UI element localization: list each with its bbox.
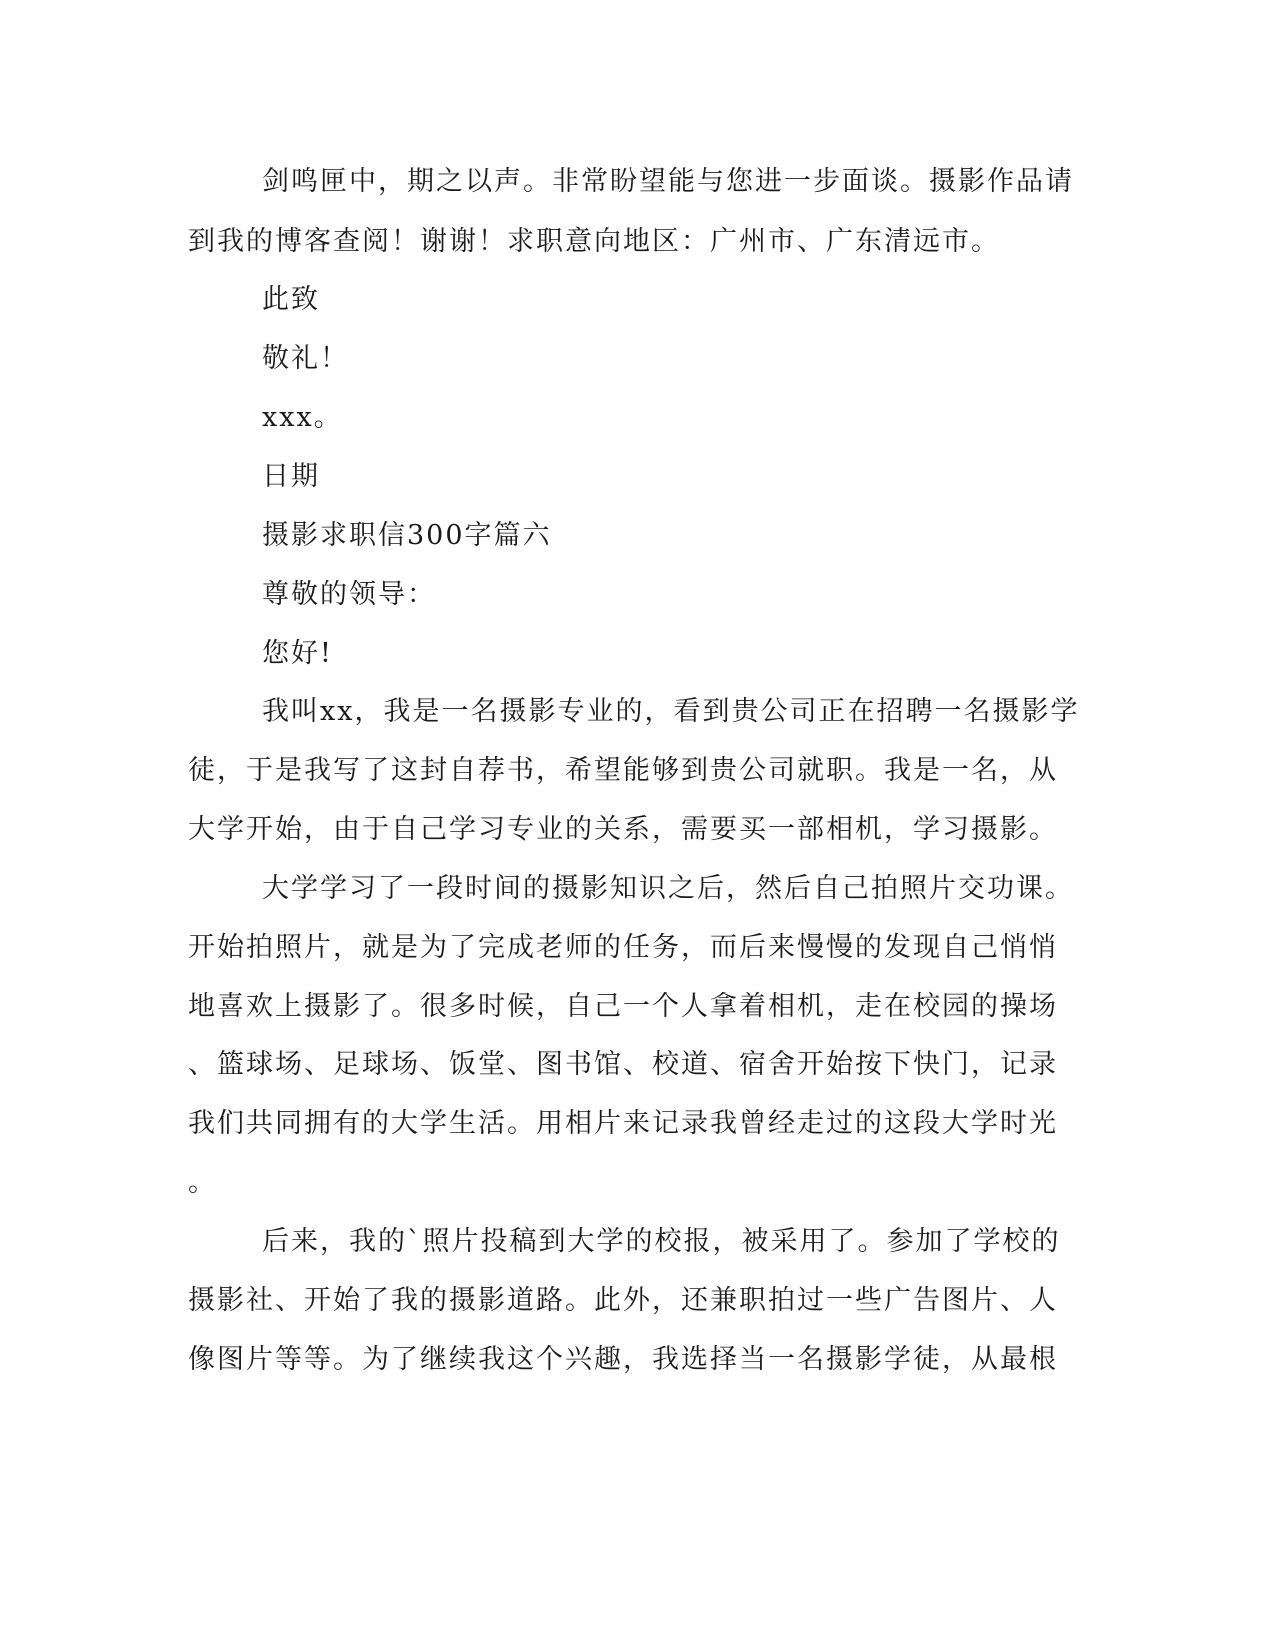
text-line: 大学学习了一段时间的摄影知识之后，然后自己拍照片交功课。 bbox=[262, 873, 1074, 904]
closing-salutation: 此致 bbox=[262, 284, 320, 315]
text-line: 像图片等等。为了继续我这个兴趣，我选择当一名摄影学徒，从最根 bbox=[188, 1344, 1058, 1375]
text-line: 到我的博客查阅！谢谢！求职意向地区：广州市、广东清远市。 bbox=[188, 226, 1000, 257]
text-line: 地喜欢上摄影了。很多时候，自己一个人拿着相机，走在校园的操场 bbox=[188, 991, 1058, 1022]
text-line: 开始拍照片，就是为了完成老师的任务，而后来慢慢的发现自己悄悄 bbox=[188, 932, 1058, 963]
greeting: 尊敬的领导： bbox=[262, 579, 436, 610]
signature-name: xxx。 bbox=[262, 402, 343, 433]
section-title: 摄影求职信300字篇六 bbox=[262, 520, 552, 551]
text-line: 剑鸣匣中，期之以声。非常盼望能与您进一步面谈。摄影作品请 bbox=[262, 166, 1074, 197]
signature-date: 日期 bbox=[262, 461, 320, 492]
text-line: 徒，于是我写了这封自荐书，希望能够到贵公司就职。我是一名，从 bbox=[188, 755, 1058, 786]
text-line: 、篮球场、足球场、饭堂、图书馆、校道、宿舍开始按下快门，记录 bbox=[188, 1049, 1058, 1080]
text-line: 大学开始，由于自己学习专业的关系，需要买一部相机，学习摄影。 bbox=[188, 814, 1058, 845]
text-line: 摄影社、开始了我的摄影道路。此外，还兼职拍过一些广告图片、人 bbox=[188, 1285, 1058, 1316]
closing-regards: 敬礼！ bbox=[262, 343, 349, 374]
text-line: 我叫xx，我是一名摄影专业的，看到贵公司正在招聘一名摄影学 bbox=[262, 696, 1080, 727]
text-line: 。 bbox=[188, 1167, 217, 1198]
text-line: 我们共同拥有的大学生活。用相片来记录我曾经走过的这段大学时光 bbox=[188, 1108, 1058, 1139]
greeting-hello: 您好! bbox=[262, 638, 333, 669]
text-line: 后来，我的`照片投稿到大学的校报，被采用了。参加了学校的 bbox=[262, 1226, 1061, 1257]
